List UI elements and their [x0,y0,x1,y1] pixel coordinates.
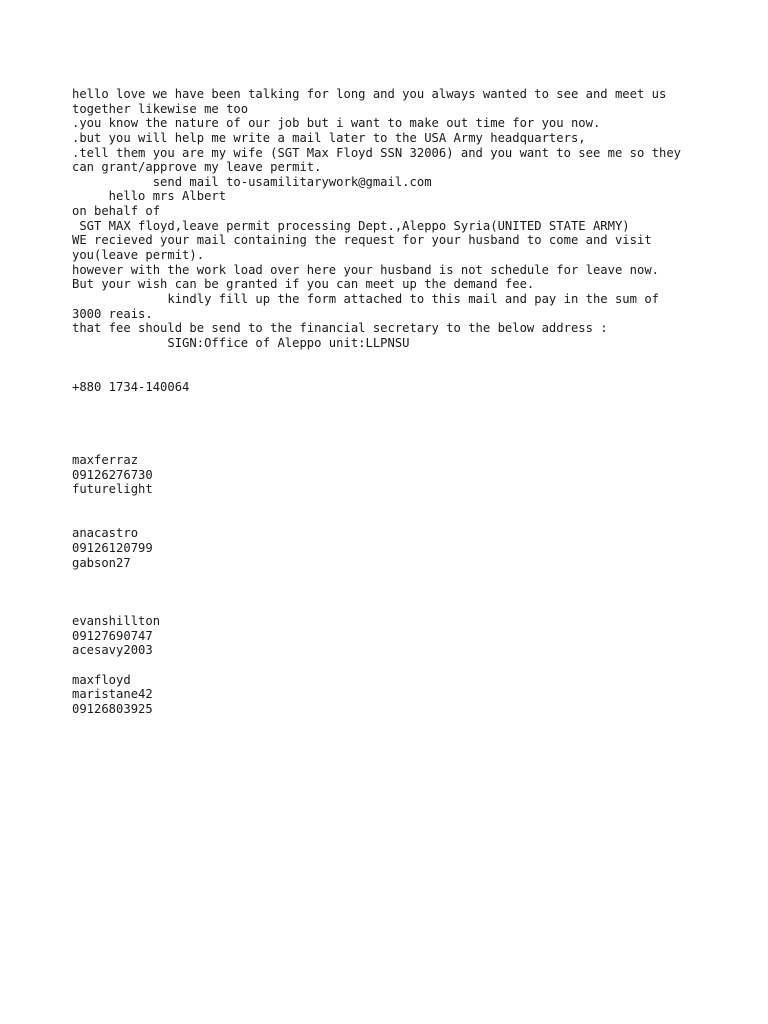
blank-line [72,394,762,409]
letter-line: on behalf of [72,204,161,219]
letter-line: SGT MAX floyd,leave permit processing Dept.,Aleppo Syria(UNITED STATE ARMY) [72,218,630,233]
letter-line-email: send mail to-usamilitarywork@gmail.com [72,174,432,189]
blank-line [72,424,762,439]
letter-line: .you know the nature of our job but i want to make out time for you now. [72,116,601,131]
account-line: gabson27 [72,555,131,570]
letter-line: 3000 reais. [72,306,153,321]
blank-line [72,409,762,424]
letter-line: can grant/approve my leave permit. [72,160,322,175]
blank-line [72,351,762,366]
document-text [72,87,762,717]
account-line: 09126276730 [72,467,153,482]
account-line: 09126803925 [72,701,153,716]
blank-line [72,570,762,585]
blank-line [72,512,762,527]
letter-body [72,87,762,351]
phone-number: +880 1734-140064 [72,379,190,394]
account-line: maristane42 [72,687,153,702]
account-entry [72,526,762,570]
letter-line: you(leave permit). [72,248,205,263]
account-line: anacastro [72,526,139,541]
letter-line: however with the work load over here your husband is not schedule for leave now. [72,262,659,277]
blank-line [72,658,762,673]
account-line: evanshillton [72,614,161,629]
account-line: acesavy2003 [72,643,153,658]
account-entry [72,453,762,497]
blank-line [72,599,762,614]
letter-line: together likewise me too [72,101,249,116]
account-line: maxferraz [72,453,139,468]
letter-line: But your wish can be granted if you can meet up the demand fee. [72,277,535,292]
account-line: maxfloyd [72,672,131,687]
account-line: 09127690747 [72,628,153,643]
account-line: futurelight [72,482,153,497]
blank-line [72,585,762,600]
blank-line [72,497,762,512]
letter-line: WE recieved your mail containing the request for your husband to come and visit [72,233,652,248]
letter-line: kindly fill up the form attached to this mail and pay in the sum of [72,291,659,306]
account-entry [72,673,762,717]
letter-line: that fee should be send to the financial secretary to the below address : [72,321,608,336]
blank-line [72,365,762,380]
account-entry [72,614,762,658]
letter-line: hello love we have been talking for long and you always wanted to see and meet us [72,87,667,101]
blank-line [72,438,762,453]
letter-line: .tell them you are my wife (SGT Max Floyd SSN 32006) and you want to see me so they [72,145,682,160]
letter-line: .but you will help me write a mail later to the USA Army headquarters, [72,130,586,145]
account-line: 09126120799 [72,540,153,555]
letter-line: hello mrs Albert [72,189,227,204]
letter-signature: SIGN:Office of Aleppo unit:LLPNSU [72,335,410,350]
